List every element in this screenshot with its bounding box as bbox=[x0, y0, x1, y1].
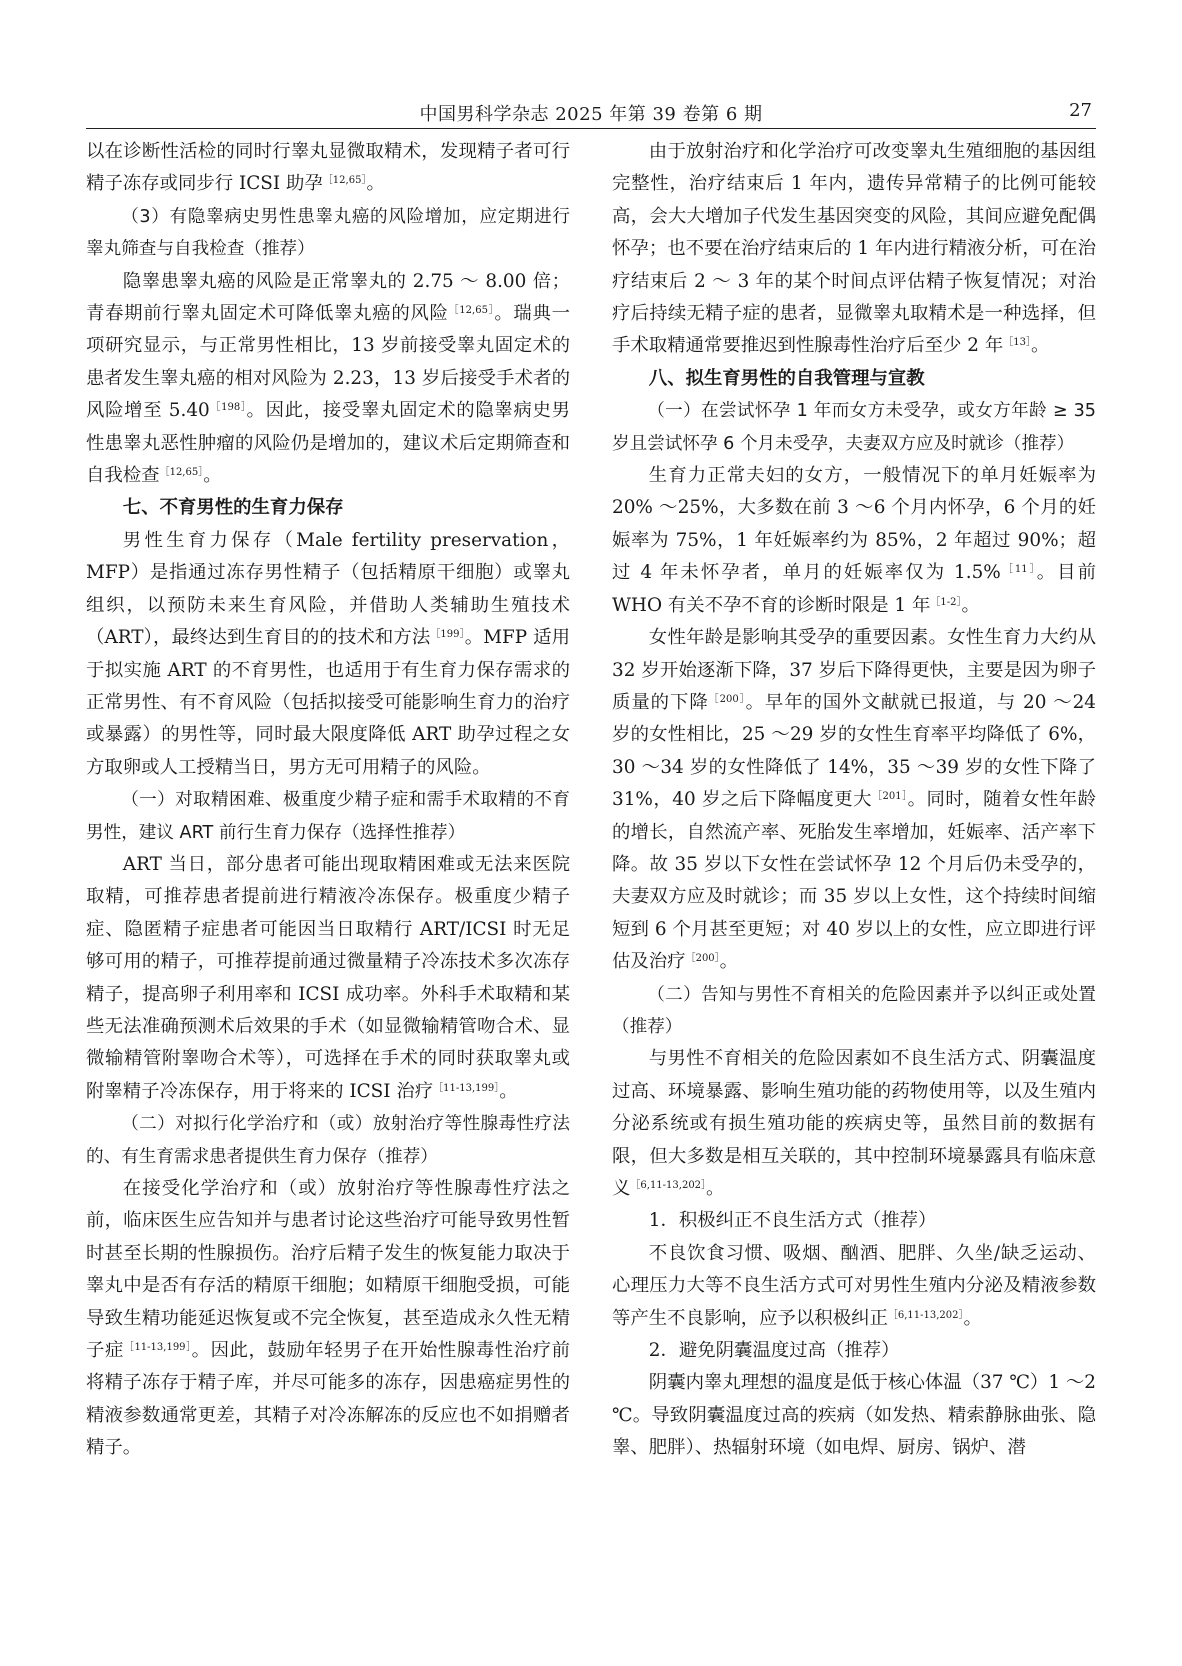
paragraph bbox=[612, 1205, 1096, 1237]
recommendation-heading bbox=[612, 979, 1096, 1044]
paragraph-text: 。 bbox=[366, 173, 385, 195]
paragraph bbox=[612, 1043, 1096, 1205]
recommendation-heading bbox=[86, 1108, 570, 1173]
paragraph bbox=[612, 1335, 1096, 1367]
section-heading bbox=[86, 492, 570, 524]
paragraph-text: ART 当日，部分患者可能出现取精困难或无法来医院取精，可推荐患者提前进行精液冷冻保存。极重度少精子症、隐匿精子症患者可能因当日取精行 ART/ICSI 时无足够可用的精子，可推荐提前通过微量精子冷冻技术多次冻存精子，提高卵子利用率和 ICSI 成功率。外科手术取精和某些无法准确预测术后效果的手术（如显微输精管吻合术、显微输精管附睾吻合术等），可选择在手术的同时获取睾丸或附睾精子冷冻保存，用于将来的 ICSI 治疗 bbox=[86, 853, 570, 1102]
paragraph-text: 。早年的国外文献就已报道，与 20 ～24 岁的女性相比，25 ～29 岁的女性生育率平均降低了 6%，30 ～34 岁的女性降低了 14%，35 ～39 岁的女性下降了 31%，40 岁之后下降幅度更大 bbox=[612, 691, 1096, 811]
paragraph-text: 。 bbox=[706, 1178, 725, 1199]
paragraph-text: 1．积极纠正不良生活方式（推荐） bbox=[648, 1210, 937, 1232]
paragraph-text: 八、拟生育男性的自我管理与宣教 bbox=[648, 367, 925, 389]
recommendation-heading bbox=[86, 201, 570, 266]
paragraph bbox=[86, 525, 570, 784]
left-column bbox=[86, 136, 570, 1465]
paragraph bbox=[612, 622, 1096, 978]
citation-ref: ［201］ bbox=[872, 791, 908, 803]
citation-ref: ［11］ bbox=[1000, 564, 1037, 576]
paragraph-text: 。因此，接受睾丸固定术的隐睾病史男性患睾丸恶性肿瘤的风险仍是增加的，建议术后定期筛查和自我检查 bbox=[86, 400, 570, 487]
citation-ref: ［199］ bbox=[430, 629, 465, 641]
paragraph-text: 七、不育男性的生育力保存 bbox=[122, 497, 344, 519]
paragraph bbox=[86, 136, 570, 201]
paragraph-text: 。 bbox=[719, 951, 739, 973]
paragraph-text: 。MFP 适用于拟实施 ART 的不育男性，也适用于有生育力保存需求的正常男性、有不育风险（包括拟接受可能影响生育力的治疗或暴露）的男性等，同时最大限度降低 ART 助孕过程之女方取卵或人工授精当日，男方无可用精子的风险。 bbox=[86, 627, 571, 778]
citation-ref: ［12,65］ bbox=[448, 305, 495, 317]
paragraph-text: （二）告知与男性不育相关的危险因素并予以纠正或处置（推荐） bbox=[612, 984, 1096, 1037]
paragraph-text: 与男性不育相关的危险因素如不良生活方式、阴囊温度过高、环境暴露、影响生殖功能的药物使用等，以及生殖内分泌系统或有损生殖功能的疾病史等，虽然目前的数据有限，但大多数是相互关联的，其中控制环境暴露具有临床意义 bbox=[612, 1048, 1096, 1199]
paragraph-text: 。瑞典一项研究显示，与正常男性相比，13 岁前接受睾丸固定术的患者发生睾丸癌的相对风险为 2.23，13 岁后接受手术者的风险增至 5.40 bbox=[86, 303, 570, 422]
paragraph bbox=[86, 849, 570, 1108]
paragraph-text: 。因此，鼓励年轻男子在开始性腺毒性治疗前将精子冻存于精子库，并尽可能多的冻存，因患癌症男性的精液参数通常更差，其精子对冷冻解冻的反应也不如捐赠者精子。 bbox=[86, 1340, 570, 1459]
citation-ref: ［198］ bbox=[209, 402, 247, 414]
paragraph-text: 阴囊内睾丸理想的温度是低于核心体温（37 ℃）1 ～2 ℃。导致阴囊温度过高的疾病（如发热、精索静脉曲张、隐睾、肥胖）、热辐射环境（如电焊、厨房、锅炉、潜 bbox=[612, 1372, 1096, 1459]
paragraph-text: 在接受化学治疗和（或）放射治疗等性腺毒性疗法之前，临床医生应告知并与患者讨论这些治疗可能导致男性暂时甚至长期的性腺损伤。治疗后精子发生的恢复能力取决于睾丸中是否有存活的精原干细胞；如精原干细胞受损，可能导致生精功能延迟恢复或不完全恢复，甚至造成永久性无精子症 bbox=[86, 1178, 570, 1362]
paragraph-text: 隐睾患睾丸癌的风险是正常睾丸的 2.75 ～ 8.00 倍；青春期前行睾丸固定术可降低睾丸癌的风险 bbox=[86, 270, 570, 325]
right-column bbox=[612, 136, 1096, 1465]
paragraph-text: 。 bbox=[961, 594, 980, 616]
paragraph-text: 生育力正常夫妇的女方，一般情况下的单月妊娠率为 20% ～25%，大多数在前 3 ～6 个月内怀孕，6 个月的妊娠率为 75%，1 年妊娠率约为 85%，2 年超过 90%；超过 4 年未怀孕者，单月的妊娠率仅为 1.5% bbox=[612, 465, 1096, 584]
paragraph bbox=[86, 1173, 570, 1465]
citation-ref: ［11-13,199］ bbox=[433, 1082, 500, 1094]
running-header bbox=[86, 98, 1096, 129]
paragraph-text: 。同时，随着女性年龄的增长，自然流产率、死胎发生率增加，妊娠率、活产率下降。故 35 岁以下女性在尝试怀孕 12 个月后仍未受孕的，夫妻双方应及时就诊；而 35 岁以上女性，这个持续时间缩短到 6 个月甚至更短；对 40 岁以上的女性，应立即进行评估及治疗 bbox=[612, 789, 1096, 973]
section-heading bbox=[612, 363, 1096, 395]
paragraph bbox=[86, 266, 570, 493]
citation-ref: ［6,11-13,202］ bbox=[630, 1180, 707, 1191]
paragraph-text: 。 bbox=[1030, 335, 1050, 357]
paragraph-text: 男性生育力保存（Male fertility preservation，MFP）是指通过冻存男性精子（包括精原干细胞）或睾丸组织，以预防未来生育风险，并借助人类辅助生殖技术（ART），最终达到生育目的的技术和方法 bbox=[86, 529, 570, 649]
paragraph bbox=[612, 1367, 1096, 1464]
citation-ref: ［12,65］ bbox=[322, 175, 367, 187]
citation-ref: ［13］ bbox=[1003, 337, 1031, 349]
paragraph bbox=[612, 136, 1096, 363]
paragraph-text: （3）有隐睾病史男性患睾丸癌的风险增加，应定期进行睾丸筛查与自我检查（推荐） bbox=[86, 206, 570, 260]
paragraph-text: 。 bbox=[963, 1307, 982, 1329]
paragraph-text: （二）对拟行化学治疗和（或）放射治疗等性腺毒性疗法的、有生育需求患者提供生育力保存（推荐） bbox=[86, 1114, 570, 1167]
citation-ref: ［6,11-13,202］ bbox=[887, 1309, 964, 1321]
paragraph-text: 不良饮食习惯、吸烟、酗酒、肥胖、久坐/缺乏运动、心理压力大等不良生活方式可对男性生殖内分泌及精液参数等产生不良影响，应予以积极纠正 bbox=[612, 1242, 1096, 1329]
paragraph bbox=[612, 460, 1096, 622]
recommendation-heading bbox=[86, 784, 570, 849]
citation-ref: ［200］ bbox=[708, 693, 746, 705]
paragraph-text: 由于放射治疗和化学治疗可改变睾丸生殖细胞的基因组完整性，治疗结束后 1 年内，遗传异常精子的比例可能较高，会大大增加子代发生基因突变的风险，其间应避免配偶怀孕；也不要在治疗结束后的 1 年内进行精液分析，可在治疗结束后 2 ～ 3 年的某个时间点评估精子恢复情况；对治疗后持续无精子症的患者，显微睾丸取精术是一种选择，但手术取精通常要推迟到性腺毒性治疗后至少 2 年 bbox=[612, 141, 1096, 357]
recommendation-heading bbox=[612, 395, 1096, 460]
paragraph-text: 2．避免阴囊温度过高（推荐） bbox=[648, 1340, 900, 1362]
paragraph-text: 女性年龄是影响其受孕的重要因素。女性生育力大约从 32 岁开始逐渐下降，37 岁后下降得更快，主要是因为卵子质量的下降 bbox=[612, 627, 1096, 713]
paragraph-text: 以在诊断性活检的同时行睾丸显微取精术，发现精子者可行精子冻存或同步行 ICSI 助孕 bbox=[86, 141, 570, 195]
paragraph-text: 。目前 WHO 有关不孕不育的诊断时限是 1 年 bbox=[612, 562, 1096, 616]
paragraph-text: （一）在尝试怀孕 1 年而女方未受孕，或女方年龄 ≥ 35 岁且尝试怀孕 6 个月未受孕，夫妻双方应及时就诊（推荐） bbox=[612, 401, 1096, 454]
page-number: 27 bbox=[1069, 100, 1092, 121]
paragraph-text: （一）对取精困难、极重度少精子症和需手术取精的不育男性，建议 ART 前行生育力保存（选择性推荐） bbox=[86, 790, 570, 843]
paragraph-text: 。 bbox=[203, 465, 222, 487]
citation-ref: ［11-13,199］ bbox=[123, 1342, 192, 1354]
citation-ref: ［200］ bbox=[685, 953, 720, 965]
paragraph bbox=[612, 1238, 1096, 1335]
citation-ref: ［1-2］ bbox=[930, 596, 962, 608]
paragraph-text: 。 bbox=[499, 1080, 518, 1102]
journal-title: 中国男科学杂志 2025 年第 39 卷第 6 期 bbox=[419, 104, 763, 125]
citation-ref: ［12,65］ bbox=[159, 467, 204, 479]
